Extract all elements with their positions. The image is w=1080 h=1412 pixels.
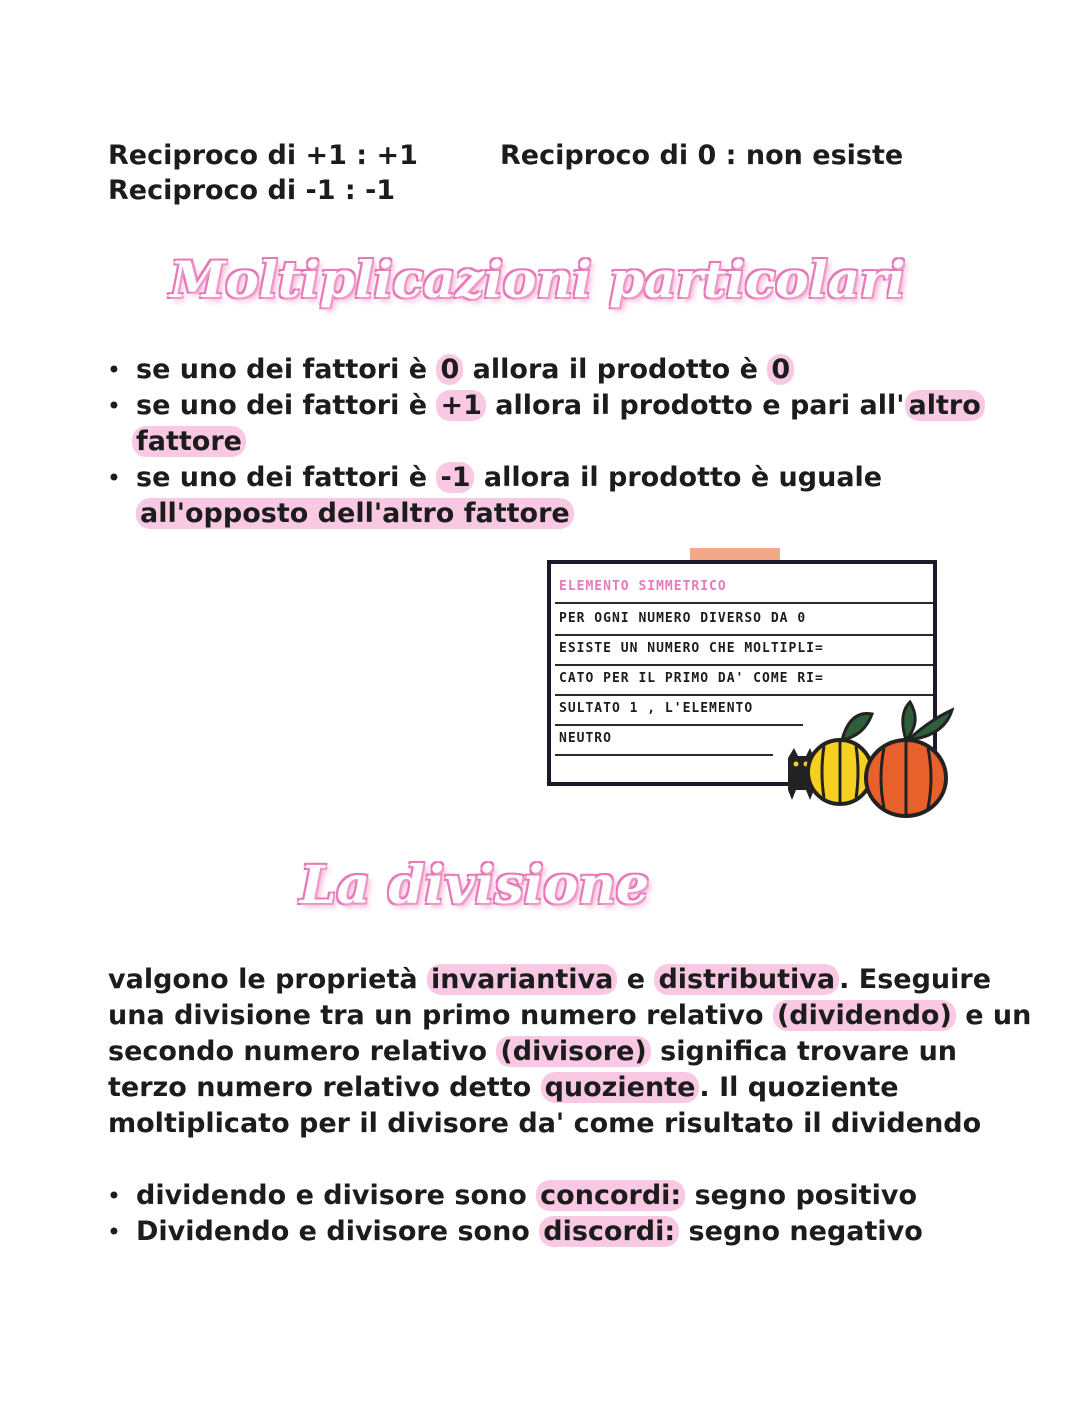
note-card-line: PER OGNI NUMERO DIVERSO DA 0 xyxy=(555,604,933,636)
text: significa trovare un xyxy=(650,1036,958,1067)
highlight: altro xyxy=(905,390,985,421)
text: Dividendo e divisore sono xyxy=(136,1216,540,1247)
text: segno negativo xyxy=(679,1216,923,1247)
highlight: +1 xyxy=(436,390,485,421)
section-title-multiplication: Moltiplicazioni particolari xyxy=(170,250,906,309)
bullet-minus-one-cont xyxy=(136,496,574,532)
text: secondo numero relativo xyxy=(108,1036,497,1067)
paragraph-line xyxy=(108,962,991,998)
reciprocal-minus-one: Reciproco di -1 : -1 xyxy=(108,175,396,206)
highlight: fattore xyxy=(132,426,246,457)
note-card-line: SULTATO 1 , L'ELEMENTO xyxy=(555,694,803,726)
note-card-line: NEUTRO xyxy=(555,724,773,756)
note-card-line: CATO PER IL PRIMO DA' COME RI= xyxy=(555,664,933,696)
text: se uno dei fattori è xyxy=(136,390,437,421)
text: valgono le proprietà xyxy=(108,964,428,995)
highlight: 0 xyxy=(436,354,463,385)
section-title-division: La divisione xyxy=(300,855,650,916)
reciprocal-plus-one: Reciproco di +1 : +1 xyxy=(108,140,418,171)
highlight: -1 xyxy=(436,462,474,493)
highlight: distributiva xyxy=(654,964,839,995)
bullet-plus-one-factor xyxy=(136,388,985,424)
bullet-plus-one-cont xyxy=(132,424,246,460)
text: e xyxy=(617,964,655,995)
paragraph-line xyxy=(108,1106,981,1142)
bullet-concordi xyxy=(136,1178,917,1214)
bullet-minus-one-factor xyxy=(136,460,882,496)
text: una divisione tra un primo numero relativo xyxy=(108,1000,773,1031)
highlight: invariantiva xyxy=(427,964,617,995)
text: se uno dei fattori è xyxy=(136,354,437,385)
note-card-line: ESISTE UN NUMERO CHE MOLTIPLI= xyxy=(555,634,933,666)
text: allora il prodotto è xyxy=(463,354,768,385)
text: e un xyxy=(955,1000,1032,1031)
highlight: quoziente xyxy=(541,1072,700,1103)
paragraph-line xyxy=(108,998,1031,1034)
paragraph-line xyxy=(108,1070,899,1106)
bullet-dot: • xyxy=(106,1218,122,1246)
text: . Il quoziente xyxy=(699,1072,899,1103)
bullet-zero-factor xyxy=(136,352,794,388)
reciprocal-zero: Reciproco di 0 : non esiste xyxy=(500,140,904,171)
text: terzo numero relativo detto xyxy=(108,1072,541,1103)
orange-icon xyxy=(866,702,952,816)
bullet-dot: • xyxy=(106,1182,122,1210)
text: allora il prodotto e pari all' xyxy=(485,390,905,421)
fruit-illustration xyxy=(780,700,960,820)
highlight: concordi: xyxy=(536,1180,685,1211)
note-card-title: ELEMENTO SIMMETRICO xyxy=(555,572,933,604)
text: allora il prodotto è uguale xyxy=(474,462,883,493)
bullet-dot: • xyxy=(106,392,122,420)
bullet-dot: • xyxy=(106,464,122,492)
highlight: 0 xyxy=(767,354,794,385)
highlight: (divisore) xyxy=(496,1036,650,1067)
paragraph-line xyxy=(108,1034,957,1070)
lemon-icon xyxy=(808,714,872,804)
bullet-discordi xyxy=(136,1214,923,1250)
highlight: (dividendo) xyxy=(773,1000,956,1031)
text: . Eseguire xyxy=(839,964,992,995)
text: dividendo e divisore sono xyxy=(136,1180,537,1211)
text: moltiplicato per il divisore da' come risultato il dividendo xyxy=(108,1108,982,1139)
text: se uno dei fattori è xyxy=(136,462,437,493)
text: segno positivo xyxy=(685,1180,917,1211)
bullet-dot: • xyxy=(106,356,122,384)
highlight: discordi: xyxy=(539,1216,679,1247)
highlight: all'opposto dell'altro fattore xyxy=(136,498,574,529)
